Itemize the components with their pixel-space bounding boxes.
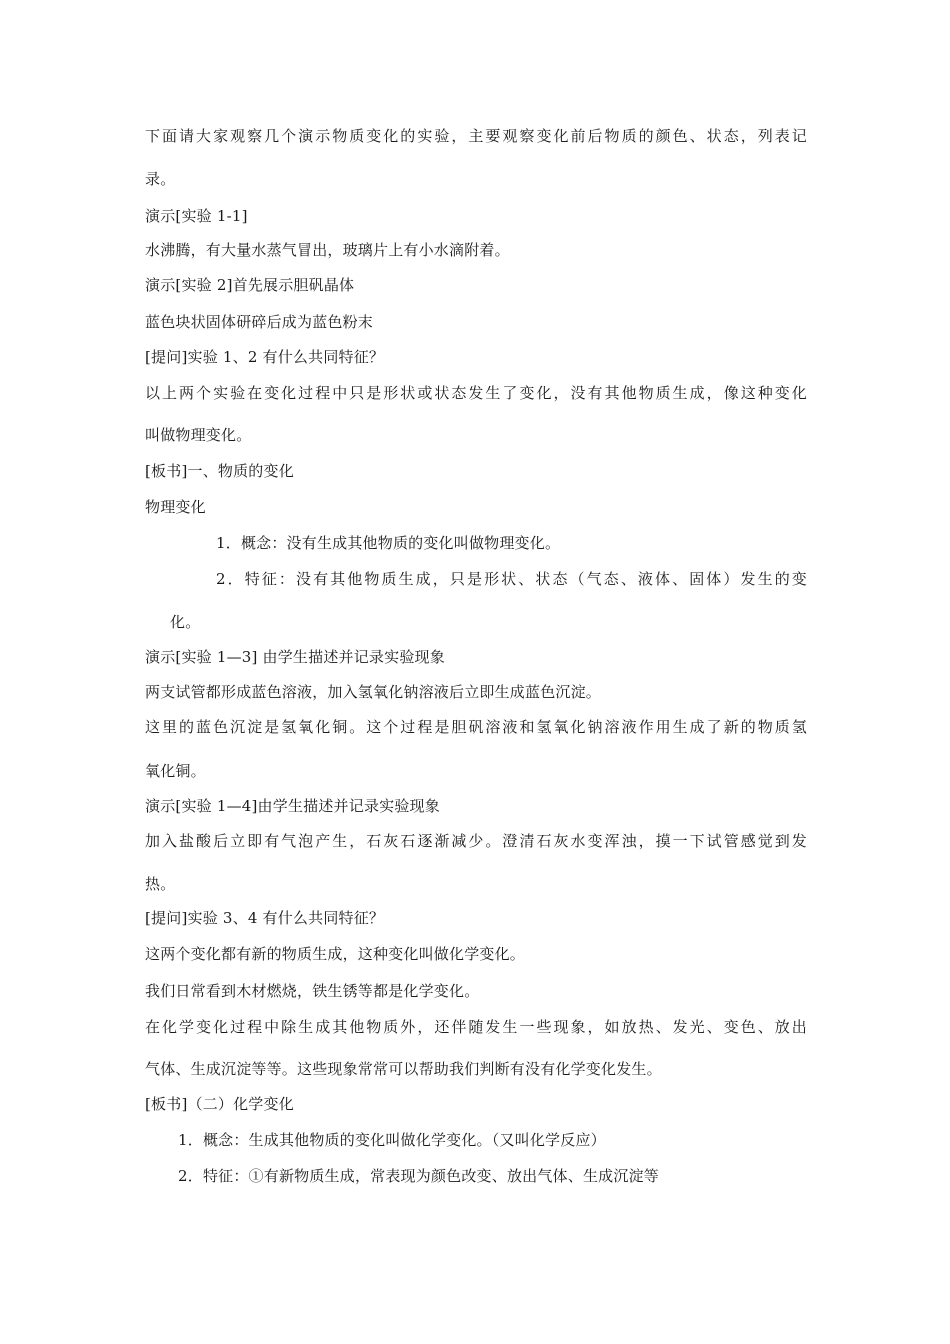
paragraph-line: 这两个变化都有新的物质生成，这种变化叫做化学变化。 — [145, 945, 526, 963]
paragraph-line: 气体、生成沉淀等等。这些现象常常可以帮助我们判断有没有化学变化发生。 — [145, 1060, 662, 1078]
paragraph-line: 演示[实验 1-1] — [145, 207, 248, 225]
paragraph-line: 在化学变化过程中除生成其他物质外，还伴随发生一些现象，如放热、发光、变色、放出 — [145, 1018, 807, 1036]
paragraph-line: [板书]（二）化学变化 — [145, 1095, 294, 1113]
paragraph-line: 1．概念：生成其他物质的变化叫做化学变化。（又叫化学反应） — [178, 1131, 606, 1149]
paragraph-line: 1．概念：没有生成其他物质的变化叫做物理变化。 — [216, 534, 561, 552]
paragraph-line: 2．特征：没有其他物质生成，只是形状、状态（气态、液体、固体）发生的变 — [216, 570, 807, 588]
paragraph-line: 热。 — [145, 875, 176, 893]
paragraph-line: 蓝色块状固体研碎后成为蓝色粉末 — [145, 313, 374, 331]
paragraph-line: 2．特征：①有新物质生成，常表现为颜色改变、放出气体、生成沉淀等 — [178, 1167, 659, 1185]
paragraph-line: 演示[实验 1—3] 由学生描述并记录实验现象 — [145, 648, 445, 666]
paragraph-line: 下面请大家观察几个演示物质变化的实验，主要观察变化前后物质的颜色、状态，列表记 — [145, 127, 807, 145]
paragraph-line: 录。 — [145, 170, 176, 188]
paragraph-line: 叫做物理变化。 — [145, 426, 252, 444]
paragraph-line: 化。 — [170, 613, 201, 631]
paragraph-line: 物理变化 — [145, 498, 206, 516]
paragraph-line: 氧化铜。 — [145, 762, 206, 780]
paragraph-line: 加入盐酸后立即有气泡产生，石灰石逐渐减少。澄清石灰水变浑浊，摸一下试管感觉到发 — [145, 832, 807, 850]
paragraph-line: 这里的蓝色沉淀是氢氧化铜。这个过程是胆矾溶液和氢氧化钠溶液作用生成了新的物质氢 — [145, 718, 807, 736]
paragraph-line: [板书]一、物质的变化 — [145, 462, 294, 480]
paragraph-line: [提问]实验 1、2 有什么共同特征？ — [145, 348, 385, 366]
paragraph-line: 演示[实验 1—4]由学生描述并记录实验现象 — [145, 797, 440, 815]
paragraph-line: 我们日常看到木材燃烧，铁生锈等都是化学变化。 — [145, 982, 480, 1000]
paragraph-line: 水沸腾，有大量水蒸气冒出，玻璃片上有小水滴附着。 — [145, 241, 510, 259]
paragraph-line: 两支试管都形成蓝色溶液，加入氢氧化钠溶液后立即生成蓝色沉淀。 — [145, 683, 602, 701]
paragraph-line: 演示[实验 2]首先展示胆矾晶体 — [145, 276, 355, 294]
paragraph-line: [提问]实验 3、4 有什么共同特征？ — [145, 909, 385, 927]
paragraph-line: 以上两个实验在变化过程中只是形状或状态发生了变化，没有其他物质生成，像这种变化 — [145, 384, 807, 402]
